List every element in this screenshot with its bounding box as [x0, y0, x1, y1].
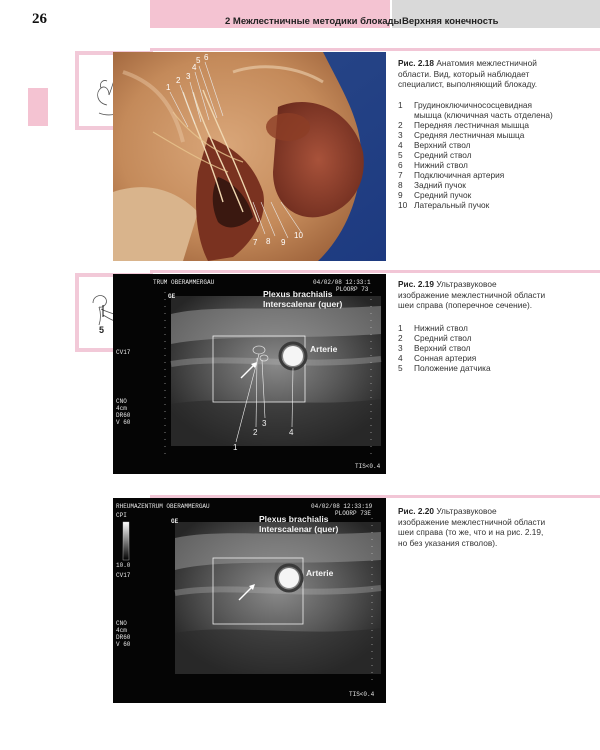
us-side-readout: V 60	[116, 419, 131, 426]
list-item: 9 Средний пучок	[398, 190, 472, 200]
us-side-readout: CV17	[116, 572, 131, 579]
photo-label-2: 2	[176, 76, 181, 85]
figure-legend-list	[398, 323, 556, 373]
probe-position-label: 5	[99, 325, 105, 335]
anatomy-photo	[113, 52, 386, 261]
figure-id: Рис. 2.19	[398, 279, 435, 289]
us-side-readout: CNO	[116, 620, 127, 627]
us-header-right2: PLOORP 73E	[335, 510, 372, 517]
us-side-readout: 4cm	[116, 627, 127, 634]
us-plexus-label: Plexus brachialis	[259, 514, 329, 524]
list-item: 7 Подключичная артерия	[398, 170, 505, 180]
list-item: 10 Латеральный пучок	[398, 200, 490, 210]
figure-caption-text: Ультразвуковое изображение межлестничной области шеи справа (то же, что и на рис. 2.19, но без указания стволов).	[398, 506, 546, 548]
ultrasound-scan-drawing	[113, 274, 386, 474]
photo-label-10: 10	[294, 231, 303, 240]
figure-legend-list	[398, 100, 556, 210]
photo-label-9: 9	[281, 238, 286, 247]
list-item: 2 Средний ствол	[398, 333, 472, 343]
us-label-1: 1	[233, 443, 238, 452]
figure-caption-text: Ультразвуковое изображение межлестничной области шеи справа (поперечное сечение).	[398, 279, 546, 310]
side-tab-marker	[28, 88, 48, 126]
us-side-readout: CPI	[116, 512, 127, 519]
us-plexus-sublabel: Interscalenar (quer)	[263, 299, 343, 309]
us-header-left: RHEUMAZENTRUM OBERAMMERGAU	[116, 503, 210, 510]
ultrasound-image	[113, 274, 386, 474]
us-header-right: 04/02/08 12:33:19	[311, 503, 373, 510]
photo-label-5: 5	[196, 56, 201, 65]
us-side-readout: 4cm	[116, 405, 127, 412]
section-title: Верхняя конечность	[402, 16, 499, 27]
us-brand-mark: GE	[171, 518, 179, 525]
list-item: 3 Средняя лестничная мышца	[398, 130, 525, 140]
figure-caption-text: Анатомия межлестничной области. Вид, который наблюдает специалист, выполняющий блокаду.	[398, 58, 538, 89]
us-arterie-label: Arterie	[310, 344, 338, 354]
us-side-readout: V 60	[116, 641, 131, 648]
us-plexus-label: Plexus brachialis	[263, 289, 333, 299]
photo-label-8: 8	[266, 237, 271, 246]
us-tis-readout: TIS<0.4	[355, 463, 381, 470]
us-label-3: 3	[262, 419, 267, 428]
list-item: 8 Задний пучок	[398, 180, 466, 190]
list-item: 2 Передняя лестничная мышца	[398, 120, 529, 130]
us-side-readout: 10.0	[116, 562, 131, 569]
figure-caption	[398, 279, 548, 311]
us-header-right2: PLOORP 73	[336, 286, 369, 293]
figure-caption	[398, 506, 548, 548]
us-plexus-sublabel: Interscalenar (quer)	[259, 524, 339, 534]
us-side-readout: DR60	[116, 634, 131, 641]
us-arterie-label: Arterie	[306, 568, 334, 578]
us-label-2: 2	[253, 428, 258, 437]
list-item: 1 Грудиноключичнососцевидная мышца (ключичная часть отделена)	[398, 100, 553, 120]
page-number: 26	[32, 11, 47, 27]
us-side-readout: CV17	[116, 349, 131, 356]
us-side-readout: CNO	[116, 398, 127, 405]
list-item: 6 Нижний ствол	[398, 160, 468, 170]
figure-caption	[398, 58, 548, 90]
figure-id: Рис. 2.20	[398, 506, 435, 516]
photo-label-4: 4	[192, 63, 197, 72]
photo-label-6: 6	[204, 53, 209, 62]
list-item: 1 Нижний ствол	[398, 323, 468, 333]
ultrasound-scan-drawing	[113, 498, 386, 703]
us-header-right: 04/02/08 12:33:1	[313, 279, 371, 286]
chapter-title: 2 Межлестничные методики блокады	[225, 16, 402, 27]
figure-id: Рис. 2.18	[398, 58, 435, 68]
list-item: 5 Средний ствол	[398, 150, 472, 160]
list-item: 4 Верхний ствол	[398, 140, 471, 150]
list-item: 3 Верхний ствол	[398, 343, 471, 353]
us-brand-mark: GE	[168, 293, 176, 300]
photo-label-1: 1	[166, 83, 171, 92]
us-header-left: TRUM OBERAMMERGAU	[153, 279, 215, 286]
figure-rule	[150, 270, 600, 273]
us-label-4: 4	[289, 428, 294, 437]
list-item: 4 Сонная артерия	[398, 353, 477, 363]
us-side-readout: DR60	[116, 412, 131, 419]
us-tis-readout: TIS<0.4	[349, 691, 375, 698]
figure-rule	[150, 48, 600, 51]
anatomy-photo-drawing	[113, 52, 386, 261]
photo-label-7: 7	[253, 238, 258, 247]
list-item: 5 Положение датчика	[398, 363, 491, 373]
ultrasound-image	[113, 498, 386, 703]
photo-label-3: 3	[186, 72, 191, 81]
